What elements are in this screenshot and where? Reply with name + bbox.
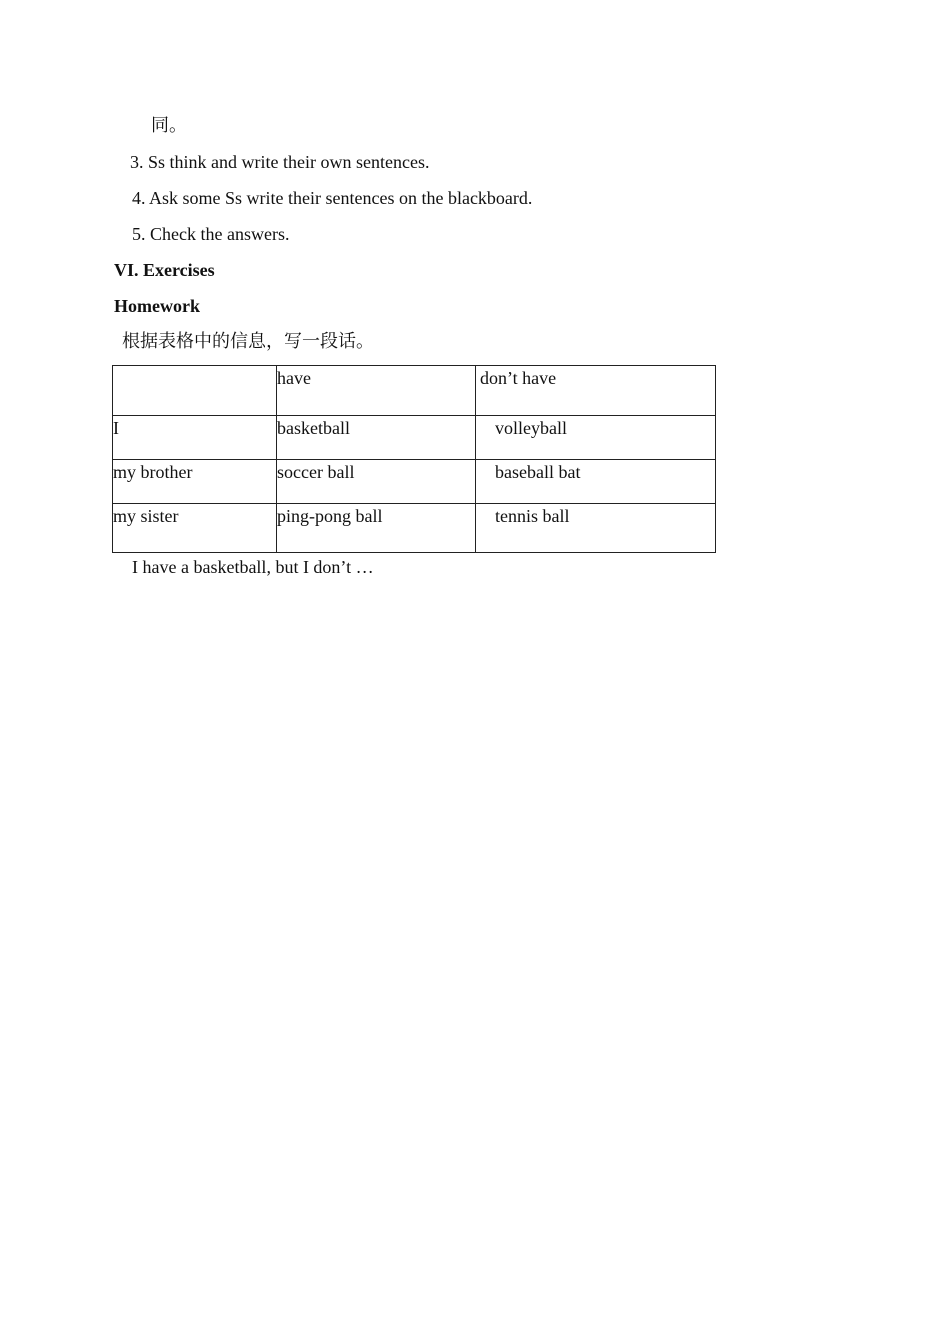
homework-table bbox=[112, 365, 716, 553]
table-header-cell bbox=[113, 366, 277, 416]
table-cell: my sister bbox=[113, 504, 277, 553]
table-cell: baseball bat bbox=[476, 460, 716, 504]
table-cell: ping-pong ball bbox=[277, 504, 476, 553]
table-row bbox=[113, 460, 716, 504]
table-cell: basketball bbox=[277, 416, 476, 460]
table-row bbox=[113, 504, 716, 553]
table-cell: my brother bbox=[113, 460, 277, 504]
example-sentence: I have a basketball, but I don’t … bbox=[132, 557, 374, 577]
exercises-heading: VI. Exercises bbox=[114, 260, 215, 280]
step-5-text: 5. Check the answers. bbox=[132, 224, 290, 244]
step-3-text: 3. Ss think and write their own sentences. bbox=[130, 152, 430, 172]
table-cell: tennis ball bbox=[476, 504, 716, 553]
homework-instruction: 根据表格中的信息，写一段话。 bbox=[122, 331, 374, 352]
step-4-text: 4. Ask some Ss write their sentences on the blackboard. bbox=[132, 188, 533, 208]
table-header-cell: have bbox=[277, 366, 476, 416]
table-header-row bbox=[113, 366, 716, 416]
table-cell: I bbox=[113, 416, 277, 460]
table-cell: volleyball bbox=[476, 416, 716, 460]
table-header-cell: don’t have bbox=[476, 366, 716, 416]
homework-heading: Homework bbox=[114, 296, 200, 316]
table-cell: soccer ball bbox=[277, 460, 476, 504]
table-row bbox=[113, 416, 716, 460]
continuation-text: 同。 bbox=[151, 115, 187, 136]
